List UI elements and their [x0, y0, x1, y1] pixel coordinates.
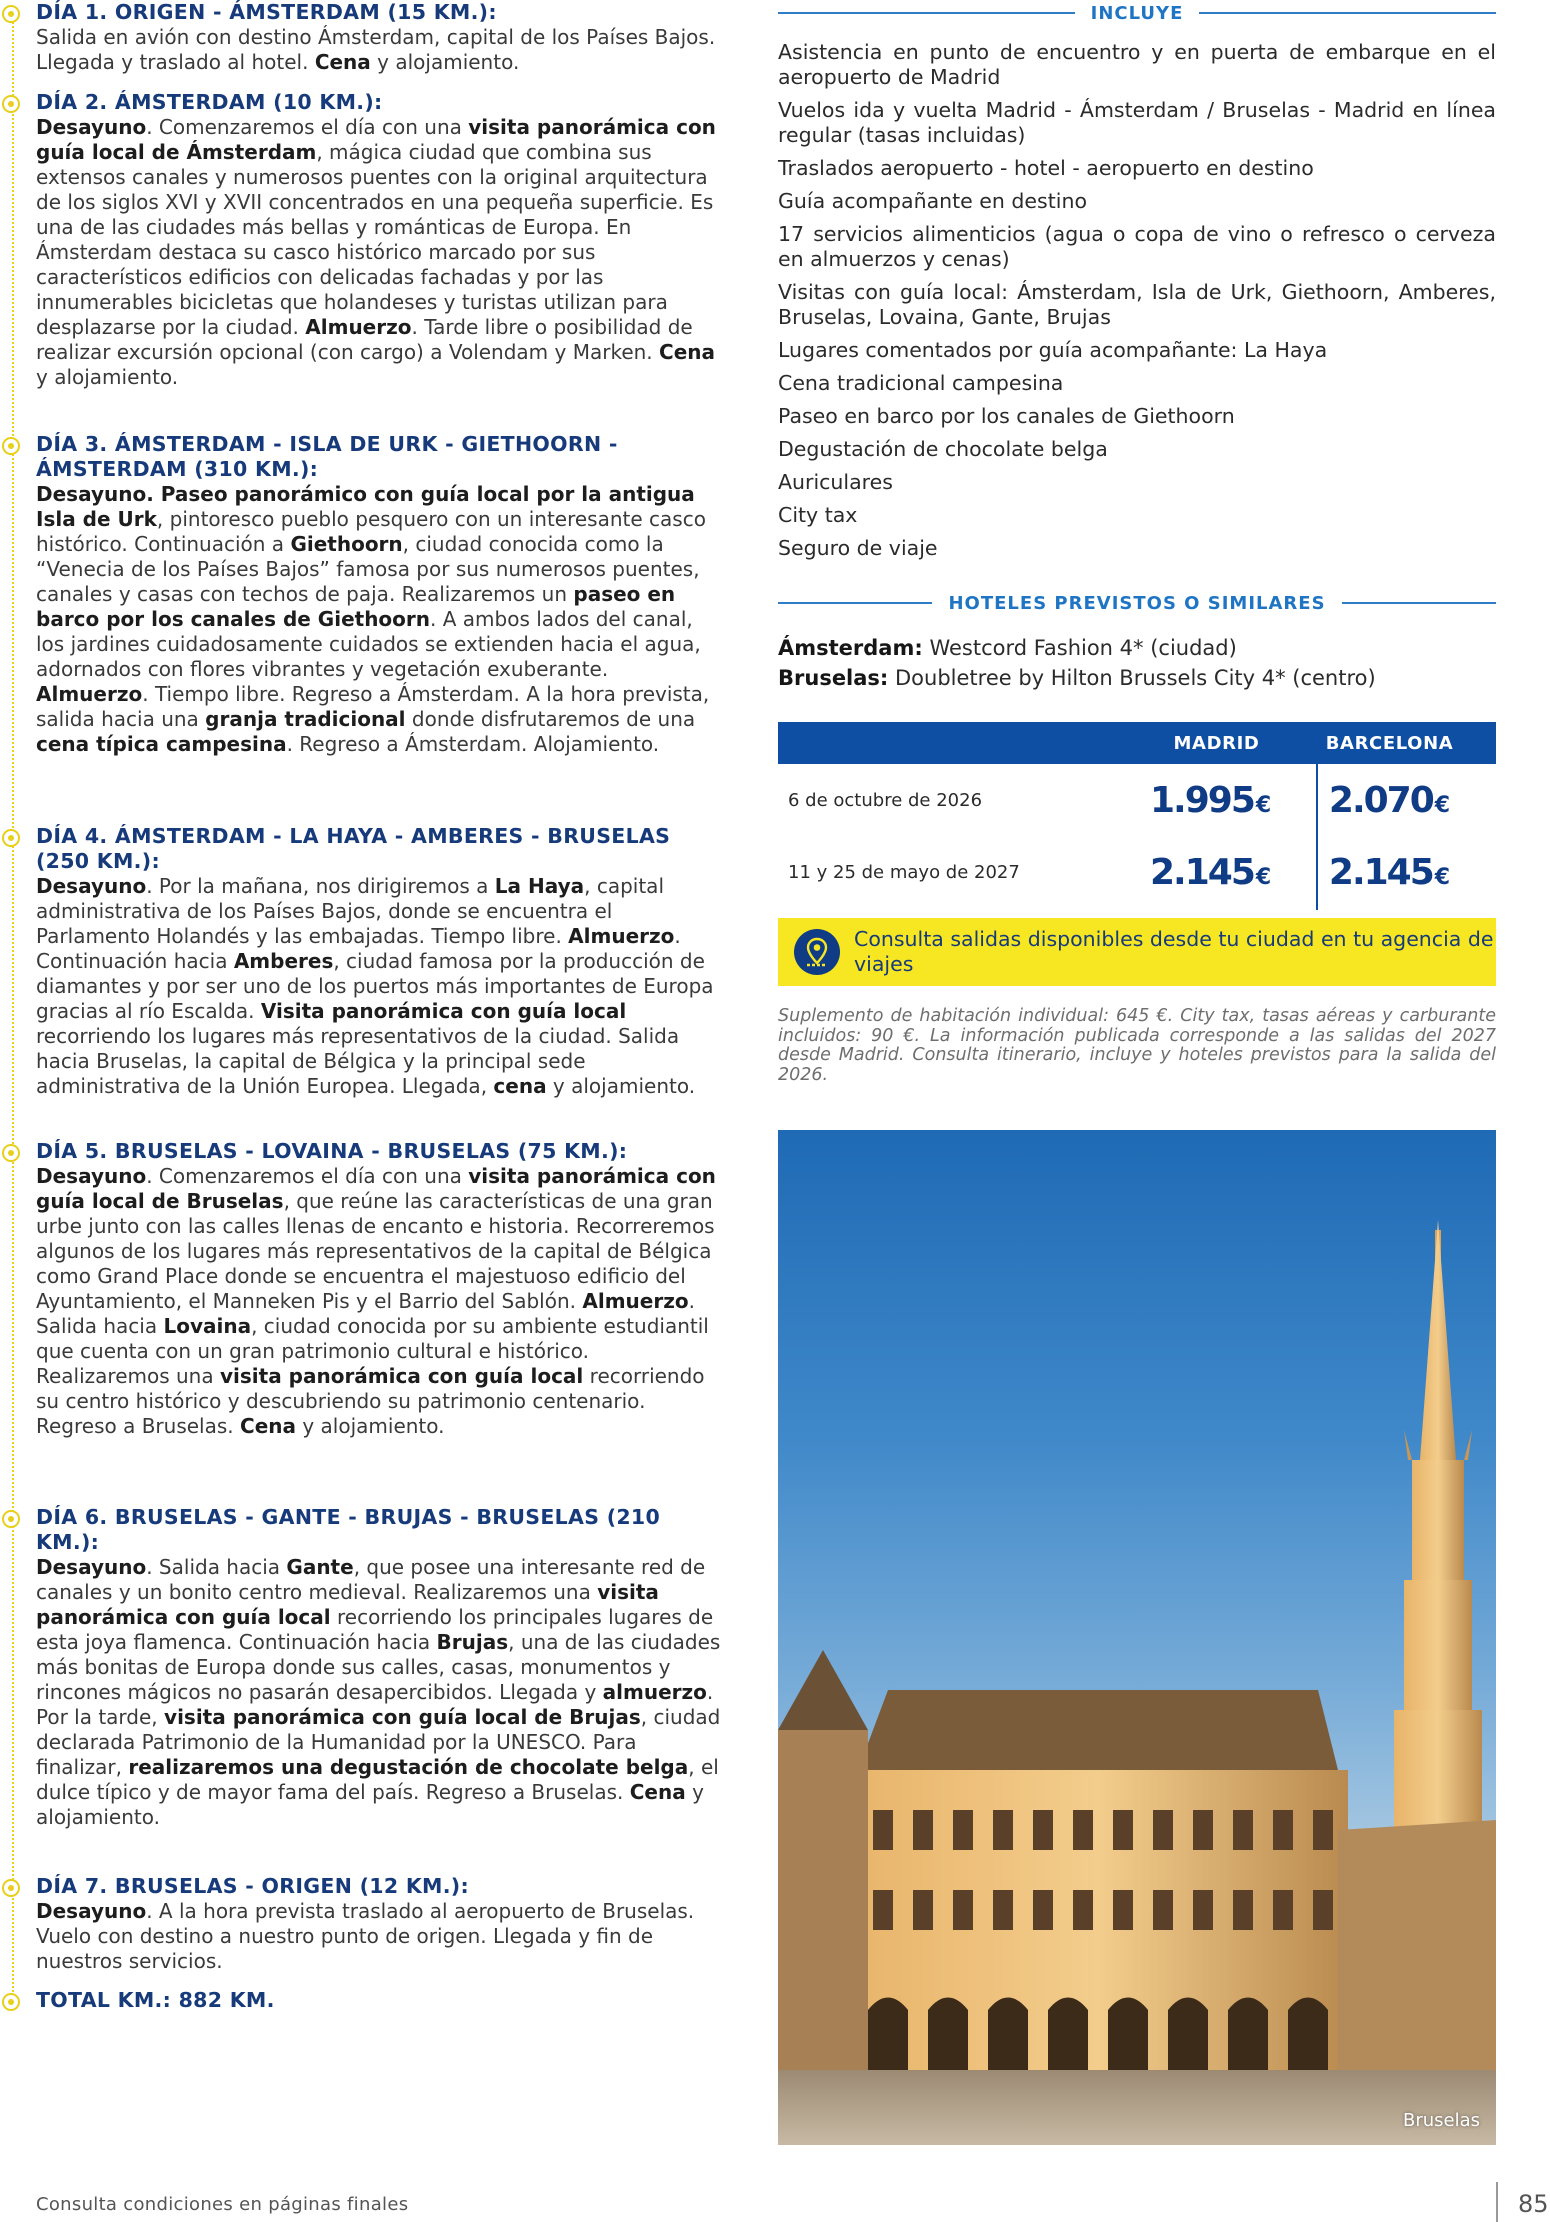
day-description: Salida en avión con destino Ámsterdam, capital de los Países Bajos. Llegada y traslado al hotel. Cena y alojamiento. — [36, 25, 716, 74]
price-value: 2.070 — [1328, 779, 1433, 821]
day-title: DÍA 2. ÁMSTERDAM (10 KM.): — [36, 90, 383, 114]
day-description: Desayuno. A la hora prevista traslado al aeropuerto de Bruselas. Vuelo con destino a nuestro punto de origen. Llegada y fin de nuestros servicios. — [36, 1899, 695, 1973]
day-title: DÍA 7. BRUSELAS - ORIGEN (12 KM.): — [36, 1874, 469, 1898]
incluye-item: Seguro de viaje — [778, 536, 938, 560]
price-value: 1.995 — [1150, 779, 1254, 821]
page-number: 85 — [1518, 2190, 1549, 2218]
day-6 — [36, 1505, 722, 1830]
currency-symbol: € — [1255, 864, 1272, 890]
incluye-item: Auriculares — [778, 470, 893, 494]
heading-rule — [1342, 602, 1496, 604]
agency-callout — [778, 918, 1496, 986]
day-3 — [36, 432, 722, 757]
column-divider — [1316, 764, 1318, 910]
currency-symbol: € — [1434, 792, 1451, 818]
day-description: Desayuno. Paseo panorámico con guía local por la antigua Isla de Urk, pintoresco pueblo pesquero con un interesante casco histórico. Continuación a Giethoorn, ciudad conocida como la “Venecia de los Países Bajos” famosa por sus numerosos puentes, canales y casas con techos de paja. Realizaremos un paseo en barco por los canales de Giethoorn. A ambos lados del canal, los jardines cuidadosamente cuidados se extienden hacia el agua, adornados con flores vibrantes y vegetación exuberante. Almuerzo. Tiempo libre. Regreso a Ámsterdam. A la hora prevista, salida hacia una granja tradicional donde disfrutaremos de una cena típica campesina. Regreso a Ámsterdam. Alojamiento. — [36, 482, 710, 756]
incluye-heading-text: INCLUYE — [1090, 2, 1184, 24]
col-madrid: MADRID — [1173, 732, 1260, 754]
day-description: Desayuno. Comenzaremos el día con una visita panorámica con guía local de Ámsterdam, mágica ciudad que combina sus extensos canales y numerosos puentes con la original arquitectura de los siglos XVI y XVII concentrados en una pequeña superficie. Es una de las ciudades más bellas y románticas de Europa. En Ámsterdam destaca su casco histórico marcado por sus característicos edificios con delicadas fachadas y por las innumerables bicicletas que holandeses y turistas utilizan para desplazarse por la ciudad. Almuerzo. Tarde libre o posibilidad de realizar excursión opcional (con cargo) a Volendam y Marken. Cena y alojamiento. — [36, 115, 716, 389]
total-km — [36, 1988, 722, 2013]
location-pin-icon — [2, 1993, 20, 2011]
location-pin-icon — [2, 829, 20, 847]
day-title: DÍA 5. BRUSELAS - LOVAINA - BRUSELAS (75 KM.): — [36, 1139, 628, 1163]
price-value: 2.145 — [1150, 851, 1254, 893]
incluye-item: Visitas con guía local: Ámsterdam, Isla de Urk, Giethoorn, Amberes, Bruselas, Lovaina, Gante, Brujas — [778, 280, 1496, 329]
currency-symbol: € — [1255, 792, 1272, 818]
location-pin-icon — [2, 1510, 20, 1528]
hotel-name: Doubletree by Hilton Brussels City 4* (centro) — [888, 666, 1376, 690]
incluye-item: Cena tradicional campesina — [778, 371, 1064, 395]
day-title: DÍA 6. BRUSELAS - GANTE - BRUJAS - BRUSELAS (210 KM.): — [36, 1505, 661, 1554]
day-4 — [36, 824, 722, 1099]
incluye-item: Lugares comentados por guía acompañante: La Haya — [778, 338, 1328, 362]
departure-date: 11 y 25 de mayo de 2027 — [788, 861, 1020, 883]
location-pin-icon — [2, 1144, 20, 1162]
incluye-item: Traslados aeropuerto - hotel - aeropuerto en destino — [778, 156, 1314, 180]
price-table-header — [778, 722, 1496, 764]
incluye-list — [778, 40, 1496, 569]
day-description: Desayuno. Comenzaremos el día con una visita panorámica con guía local de Bruselas, que reúne las características de una gran urbe junto con las calles llenas de encanto e historia. Recorreremos algunos de los lugares más representativos de la capital de Bélgica como Grand Place donde se encuentra el majestuoso edificio del Ayuntamiento, el Manneken Pis y el Barrio del Sablón. Almuerzo. Salida hacia Lovaina, ciudad conocida por su ambiente estudiantil que cuenta con un gran patrimonio cultural e histórico. Realizaremos una visita panorámica con guía local recorriendo su centro histórico y descubriendo su patrimonio centenario. Regreso a Bruselas. Cena y alojamiento. — [36, 1164, 716, 1438]
photo-caption: Bruselas — [1402, 2110, 1480, 2131]
incluye-heading — [778, 0, 1496, 26]
price-barcelona — [1283, 780, 1496, 821]
footer-note: Consulta condiciones en páginas finales — [36, 2194, 409, 2215]
heading-rule — [1199, 12, 1496, 14]
hotel-city: Ámsterdam: — [778, 636, 923, 660]
heading-rule — [778, 602, 932, 604]
hotel-bruselas — [778, 663, 1496, 693]
day-7 — [36, 1874, 722, 1974]
hotel-amsterdam — [778, 633, 1496, 663]
incluye-item: Asistencia en punto de encuentro y en puerta de embarque en el aeropuerto de Madrid — [778, 40, 1496, 89]
price-value: 2.145 — [1328, 851, 1433, 893]
hoteles-heading — [778, 590, 1496, 616]
hotel-list — [778, 633, 1496, 693]
price-row — [778, 764, 1496, 836]
hotel-city: Bruselas: — [778, 666, 889, 690]
timeline-dotted-line — [12, 14, 14, 2004]
incluye-item: Degustación de chocolate belga — [778, 437, 1108, 461]
day-5 — [36, 1139, 722, 1439]
day-title: DÍA 3. ÁMSTERDAM - ISLA DE URK - GIETHOORN - ÁMSTERDAM (310 KM.): — [36, 432, 618, 481]
map-pin-icon — [794, 929, 840, 975]
price-madrid — [1150, 852, 1283, 893]
price-table — [778, 722, 1496, 908]
currency-symbol: € — [1434, 864, 1451, 890]
total-km-label: TOTAL KM.: 882 KM. — [36, 1988, 275, 2012]
location-pin-icon — [2, 437, 20, 455]
day-title: DÍA 1. ORIGEN - ÁMSTERDAM (15 KM.): — [36, 0, 497, 24]
price-notes: Suplemento de habitación individual: 645 €. City tax, tasas aéreas y carburante incluidos: 90 €. La información publicada corresponde a las salidas del 2027 desde Madrid. Consulta itinerario, incluye y hoteles previstos para la salida del 2026. — [778, 1006, 1496, 1085]
day-1 — [36, 0, 722, 75]
price-row — [778, 836, 1496, 908]
price-madrid — [1150, 780, 1283, 821]
incluye-item: City tax — [778, 503, 858, 527]
location-pin-icon — [2, 95, 20, 113]
incluye-item: 17 servicios alimenticios (agua o copa de vino o refresco o cerveza en almuerzos y cenas) — [778, 222, 1496, 271]
day-title: DÍA 4. ÁMSTERDAM - LA HAYA - AMBERES - BRUSELAS (250 KM.): — [36, 824, 671, 873]
footer-divider — [1496, 2182, 1498, 2222]
header-empty-cell — [778, 722, 1150, 764]
heading-rule — [778, 12, 1075, 14]
incluye-item: Paseo en barco por los canales de Giethoorn — [778, 404, 1235, 428]
day-description: Desayuno. Salida hacia Gante, que posee una interesante red de canales y un bonito centro medieval. Realizaremos una visita panorámica con guía local recorriendo los principales lugares de esta joya flamenca. Continuación hacia Brujas, una de las ciudades más bonitas de Europa donde sus calles, casas, monumentos y rincones mágicos no pasarán desapercibidos. Llegada y almuerzo. Por la tarde, visita panorámica con guía local de Brujas, ciudad declarada Patrimonio de la Humanidad por la UNESCO. Para finalizar, realizaremos una degustación de chocolate belga, el dulce típico y de mayor fama del país. Regreso a Bruselas. Cena y alojamiento. — [36, 1555, 721, 1829]
price-barcelona — [1283, 852, 1496, 893]
incluye-item: Vuelos ida y vuelta Madrid - Ámsterdam / Bruselas - Madrid en línea regular (tasas incluidas) — [778, 98, 1496, 147]
town-hall-illustration — [778, 1130, 1496, 2145]
col-barcelona: BARCELONA — [1325, 732, 1454, 754]
departure-date: 6 de octubre de 2026 — [788, 789, 983, 811]
day-2 — [36, 90, 722, 390]
day-description: Desayuno. Por la mañana, nos dirigiremos a La Haya, capital administrativa de los Países Bajos, donde se encuentra el Parlamento Holandés y las embajadas. Tiempo libre. Almuerzo. Continuación hacia Amberes, ciudad famosa por la producción de diamantes y por ser uno de los puertos más importantes de Europa gracias al río Escalda. Visita panorámica con guía local recorriendo los lugares más representativos de la ciudad. Salida hacia Bruselas, la capital de Bélgica y la principal sede administrativa de la Unión Europea. Llegada, cena y alojamiento. — [36, 874, 714, 1098]
location-pin-icon — [2, 5, 20, 23]
hoteles-heading-text: HOTELES PREVISTOS O SIMILARES — [948, 592, 1326, 614]
hotel-name: Westcord Fashion 4* (ciudad) — [922, 636, 1237, 660]
agency-note: Consulta salidas disponibles desde tu ciudad en tu agencia de viajes — [854, 927, 1494, 976]
brussels-town-hall-photo — [778, 1130, 1496, 2145]
location-pin-icon — [2, 1879, 20, 1897]
incluye-item: Guía acompañante en destino — [778, 189, 1087, 213]
